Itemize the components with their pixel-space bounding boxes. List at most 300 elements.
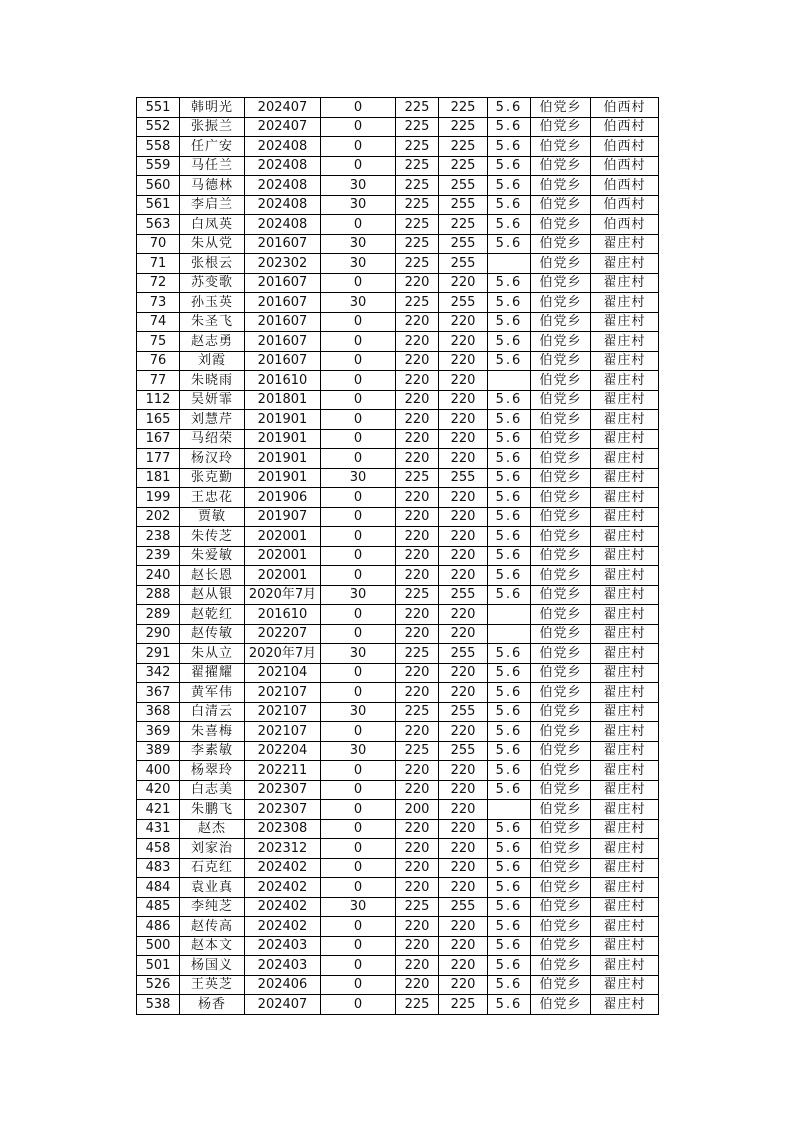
total-amount-cell: 220 [439,800,488,820]
start-month-cell: 202407 [245,117,321,137]
supplement-amount-cell: 30 [321,293,396,313]
village-cell: 翟庄村 [591,878,659,898]
village-cell: 翟庄村 [591,624,659,644]
table-row [137,234,659,254]
township-cell: 伯党乡 [531,624,591,644]
supplement-amount-cell: 0 [321,819,396,839]
subsidy-roster-table [136,97,659,1015]
rate-cell: 5.6 [488,702,531,722]
township-cell: 伯党乡 [531,917,591,937]
base-amount-cell: 225 [396,215,439,235]
rate-cell: 5.6 [488,273,531,293]
table-row [137,390,659,410]
start-month-cell: 202408 [245,215,321,235]
rate-cell: 5.6 [488,936,531,956]
total-amount-cell: 255 [439,741,488,761]
rate-cell: 5.6 [488,975,531,995]
village-cell: 翟庄村 [591,917,659,937]
record-id-cell: 74 [137,312,180,332]
record-id-cell: 485 [137,897,180,917]
table-row [137,858,659,878]
table-row [137,156,659,176]
record-id-cell: 486 [137,917,180,937]
township-cell: 伯党乡 [531,410,591,430]
start-month-cell: 202403 [245,956,321,976]
supplement-amount-cell: 0 [321,546,396,566]
township-cell: 伯党乡 [531,390,591,410]
rate-cell: 5.6 [488,351,531,371]
person-name-cell: 赵长恩 [180,566,245,586]
total-amount-cell: 220 [439,878,488,898]
village-cell: 翟庄村 [591,897,659,917]
base-amount-cell: 220 [396,449,439,469]
record-id-cell: 559 [137,156,180,176]
record-id-cell: 500 [137,936,180,956]
rate-cell: 5.6 [488,312,531,332]
person-name-cell: 袁业真 [180,878,245,898]
rate-cell [488,624,531,644]
base-amount-cell: 220 [396,566,439,586]
supplement-amount-cell: 0 [321,507,396,527]
supplement-amount-cell: 30 [321,468,396,488]
township-cell: 伯党乡 [531,332,591,352]
person-name-cell: 赵传敏 [180,624,245,644]
record-id-cell: 551 [137,98,180,118]
base-amount-cell: 225 [396,137,439,157]
person-name-cell: 赵传高 [180,917,245,937]
table-row [137,468,659,488]
rate-cell: 5.6 [488,429,531,449]
supplement-amount-cell: 30 [321,585,396,605]
record-id-cell: 288 [137,585,180,605]
start-month-cell: 201607 [245,293,321,313]
township-cell: 伯党乡 [531,507,591,527]
supplement-amount-cell: 0 [321,98,396,118]
supplement-amount-cell: 30 [321,702,396,722]
table-row [137,546,659,566]
village-cell: 翟庄村 [591,858,659,878]
record-id-cell: 199 [137,488,180,508]
rate-cell: 5.6 [488,156,531,176]
record-id-cell: 561 [137,195,180,215]
village-cell: 伯西村 [591,195,659,215]
record-id-cell: 368 [137,702,180,722]
person-name-cell: 白凤英 [180,215,245,235]
rate-cell: 5.6 [488,819,531,839]
person-name-cell: 孙玉英 [180,293,245,313]
total-amount-cell: 220 [439,722,488,742]
record-id-cell: 77 [137,371,180,391]
township-cell: 伯党乡 [531,371,591,391]
start-month-cell: 201901 [245,449,321,469]
township-cell: 伯党乡 [531,722,591,742]
person-name-cell: 李启兰 [180,195,245,215]
rate-cell: 5.6 [488,741,531,761]
person-name-cell: 杨汉玲 [180,449,245,469]
supplement-amount-cell: 0 [321,488,396,508]
base-amount-cell: 225 [396,293,439,313]
start-month-cell: 202407 [245,995,321,1015]
start-month-cell: 201610 [245,371,321,391]
rate-cell [488,371,531,391]
table-row [137,410,659,430]
base-amount-cell: 220 [396,312,439,332]
rate-cell: 5.6 [488,137,531,157]
record-id-cell: 291 [137,644,180,664]
total-amount-cell: 220 [439,858,488,878]
village-cell: 翟庄村 [591,390,659,410]
supplement-amount-cell: 0 [321,390,396,410]
record-id-cell: 421 [137,800,180,820]
supplement-amount-cell: 30 [321,254,396,274]
table-row [137,897,659,917]
start-month-cell: 2020年7月 [245,585,321,605]
base-amount-cell: 220 [396,663,439,683]
start-month-cell: 201906 [245,488,321,508]
township-cell: 伯党乡 [531,234,591,254]
supplement-amount-cell: 30 [321,195,396,215]
start-month-cell: 202211 [245,761,321,781]
base-amount-cell: 220 [396,761,439,781]
village-cell: 翟庄村 [591,449,659,469]
person-name-cell: 白清云 [180,702,245,722]
village-cell: 翟庄村 [591,956,659,976]
supplement-amount-cell: 0 [321,995,396,1015]
supplement-amount-cell: 0 [321,800,396,820]
start-month-cell: 202407 [245,98,321,118]
start-month-cell: 201607 [245,351,321,371]
base-amount-cell: 225 [396,254,439,274]
village-cell: 翟庄村 [591,429,659,449]
start-month-cell: 201607 [245,234,321,254]
person-name-cell: 赵乾红 [180,605,245,625]
table-row [137,605,659,625]
supplement-amount-cell: 0 [321,137,396,157]
total-amount-cell: 220 [439,936,488,956]
base-amount-cell: 220 [396,390,439,410]
rate-cell: 5.6 [488,468,531,488]
supplement-amount-cell: 0 [321,273,396,293]
record-id-cell: 70 [137,234,180,254]
supplement-amount-cell: 0 [321,156,396,176]
start-month-cell: 202307 [245,780,321,800]
person-name-cell: 杨香 [180,995,245,1015]
person-name-cell: 翟擢耀 [180,663,245,683]
village-cell: 翟庄村 [591,566,659,586]
person-name-cell: 王英芝 [180,975,245,995]
person-name-cell: 朱鹏飞 [180,800,245,820]
record-id-cell: 369 [137,722,180,742]
total-amount-cell: 255 [439,254,488,274]
total-amount-cell: 220 [439,975,488,995]
table-row [137,995,659,1015]
total-amount-cell: 220 [439,839,488,859]
village-cell: 翟庄村 [591,741,659,761]
rate-cell: 5.6 [488,215,531,235]
record-id-cell: 239 [137,546,180,566]
table-row [137,351,659,371]
rate-cell: 5.6 [488,449,531,469]
record-id-cell: 73 [137,293,180,313]
rate-cell: 5.6 [488,195,531,215]
person-name-cell: 赵本文 [180,936,245,956]
record-id-cell: 563 [137,215,180,235]
start-month-cell: 202408 [245,176,321,196]
township-cell: 伯党乡 [531,897,591,917]
person-name-cell: 朱从立 [180,644,245,664]
table-row [137,761,659,781]
total-amount-cell: 255 [439,234,488,254]
total-amount-cell: 255 [439,897,488,917]
table-row [137,507,659,527]
record-id-cell: 290 [137,624,180,644]
rate-cell: 5.6 [488,878,531,898]
record-id-cell: 238 [137,527,180,547]
start-month-cell: 201901 [245,410,321,430]
total-amount-cell: 220 [439,605,488,625]
village-cell: 翟庄村 [591,644,659,664]
rate-cell: 5.6 [488,410,531,430]
start-month-cell: 202001 [245,546,321,566]
supplement-amount-cell: 0 [321,722,396,742]
village-cell: 翟庄村 [591,975,659,995]
supplement-amount-cell: 0 [321,371,396,391]
village-cell: 翟庄村 [591,507,659,527]
rate-cell: 5.6 [488,897,531,917]
person-name-cell: 吴妍霏 [180,390,245,410]
start-month-cell: 202408 [245,195,321,215]
person-name-cell: 赵杰 [180,819,245,839]
start-month-cell: 202402 [245,878,321,898]
base-amount-cell: 220 [396,507,439,527]
total-amount-cell: 220 [439,546,488,566]
base-amount-cell: 220 [396,371,439,391]
township-cell: 伯党乡 [531,527,591,547]
village-cell: 翟庄村 [591,585,659,605]
total-amount-cell: 220 [439,351,488,371]
total-amount-cell: 255 [439,585,488,605]
record-id-cell: 484 [137,878,180,898]
record-id-cell: 420 [137,780,180,800]
base-amount-cell: 220 [396,332,439,352]
village-cell: 翟庄村 [591,839,659,859]
rate-cell: 5.6 [488,839,531,859]
base-amount-cell: 220 [396,917,439,937]
record-id-cell: 538 [137,995,180,1015]
rate-cell [488,800,531,820]
table-row [137,956,659,976]
total-amount-cell: 220 [439,410,488,430]
person-name-cell: 李纯芝 [180,897,245,917]
total-amount-cell: 220 [439,527,488,547]
village-cell: 翟庄村 [591,332,659,352]
table-row [137,878,659,898]
rate-cell: 5.6 [488,488,531,508]
base-amount-cell: 225 [396,585,439,605]
supplement-amount-cell: 0 [321,956,396,976]
township-cell: 伯党乡 [531,293,591,313]
person-name-cell: 朱从党 [180,234,245,254]
start-month-cell: 201607 [245,273,321,293]
village-cell: 翟庄村 [591,273,659,293]
total-amount-cell: 255 [439,468,488,488]
total-amount-cell: 220 [439,917,488,937]
record-id-cell: 483 [137,858,180,878]
base-amount-cell: 220 [396,527,439,547]
township-cell: 伯党乡 [531,546,591,566]
supplement-amount-cell: 0 [321,429,396,449]
base-amount-cell: 220 [396,956,439,976]
start-month-cell: 202408 [245,137,321,157]
base-amount-cell: 220 [396,429,439,449]
start-month-cell: 202207 [245,624,321,644]
township-cell: 伯党乡 [531,800,591,820]
table-row [137,195,659,215]
base-amount-cell: 220 [396,488,439,508]
base-amount-cell: 225 [396,702,439,722]
supplement-amount-cell: 0 [321,449,396,469]
record-id-cell: 367 [137,683,180,703]
supplement-amount-cell: 0 [321,780,396,800]
start-month-cell: 2020年7月 [245,644,321,664]
table-row [137,254,659,274]
village-cell: 翟庄村 [591,936,659,956]
village-cell: 翟庄村 [591,702,659,722]
rate-cell: 5.6 [488,917,531,937]
record-id-cell: 72 [137,273,180,293]
village-cell: 翟庄村 [591,546,659,566]
village-cell: 翟庄村 [591,663,659,683]
rate-cell: 5.6 [488,546,531,566]
start-month-cell: 202107 [245,702,321,722]
base-amount-cell: 220 [396,624,439,644]
township-cell: 伯党乡 [531,429,591,449]
person-name-cell: 黄军伟 [180,683,245,703]
rate-cell: 5.6 [488,117,531,137]
township-cell: 伯党乡 [531,585,591,605]
township-cell: 伯党乡 [531,663,591,683]
person-name-cell: 苏变歌 [180,273,245,293]
supplement-amount-cell: 30 [321,176,396,196]
person-name-cell: 马绍荣 [180,429,245,449]
start-month-cell: 202302 [245,254,321,274]
rate-cell: 5.6 [488,176,531,196]
start-month-cell: 202307 [245,800,321,820]
person-name-cell: 张根云 [180,254,245,274]
township-cell: 伯党乡 [531,176,591,196]
total-amount-cell: 220 [439,332,488,352]
record-id-cell: 177 [137,449,180,469]
base-amount-cell: 220 [396,605,439,625]
rate-cell [488,254,531,274]
start-month-cell: 202406 [245,975,321,995]
table-row [137,566,659,586]
base-amount-cell: 220 [396,936,439,956]
township-cell: 伯党乡 [531,605,591,625]
township-cell: 伯党乡 [531,351,591,371]
start-month-cell: 202403 [245,936,321,956]
total-amount-cell: 225 [439,117,488,137]
rate-cell: 5.6 [488,98,531,118]
start-month-cell: 201901 [245,468,321,488]
supplement-amount-cell: 30 [321,741,396,761]
person-name-cell: 刘家治 [180,839,245,859]
village-cell: 伯西村 [591,98,659,118]
village-cell: 翟庄村 [591,722,659,742]
table-row [137,176,659,196]
record-id-cell: 167 [137,429,180,449]
supplement-amount-cell: 0 [321,858,396,878]
township-cell: 伯党乡 [531,449,591,469]
supplement-amount-cell: 0 [321,332,396,352]
total-amount-cell: 220 [439,429,488,449]
person-name-cell: 朱喜梅 [180,722,245,742]
supplement-amount-cell: 0 [321,117,396,137]
person-name-cell: 赵志勇 [180,332,245,352]
supplement-amount-cell: 0 [321,663,396,683]
rate-cell: 5.6 [488,995,531,1015]
table-row [137,371,659,391]
start-month-cell: 202402 [245,917,321,937]
supplement-amount-cell: 0 [321,605,396,625]
village-cell: 翟庄村 [591,410,659,430]
village-cell: 伯西村 [591,137,659,157]
total-amount-cell: 255 [439,195,488,215]
person-name-cell: 朱爱敏 [180,546,245,566]
township-cell: 伯党乡 [531,956,591,976]
person-name-cell: 朱晓雨 [180,371,245,391]
start-month-cell: 202408 [245,156,321,176]
record-id-cell: 560 [137,176,180,196]
record-id-cell: 458 [137,839,180,859]
supplement-amount-cell: 0 [321,527,396,547]
start-month-cell: 202204 [245,741,321,761]
start-month-cell: 202001 [245,527,321,547]
table-row [137,98,659,118]
village-cell: 伯西村 [591,176,659,196]
total-amount-cell: 220 [439,371,488,391]
supplement-amount-cell: 0 [321,917,396,937]
table-row [137,117,659,137]
table-row [137,722,659,742]
start-month-cell: 201801 [245,390,321,410]
table-row [137,975,659,995]
total-amount-cell: 220 [439,566,488,586]
total-amount-cell: 225 [439,215,488,235]
township-cell: 伯党乡 [531,761,591,781]
person-name-cell: 韩明光 [180,98,245,118]
township-cell: 伯党乡 [531,975,591,995]
village-cell: 伯西村 [591,117,659,137]
person-name-cell: 石克红 [180,858,245,878]
rate-cell: 5.6 [488,332,531,352]
rate-cell [488,605,531,625]
start-month-cell: 202001 [245,566,321,586]
table-row [137,332,659,352]
person-name-cell: 朱圣飞 [180,312,245,332]
township-cell: 伯党乡 [531,117,591,137]
village-cell: 翟庄村 [591,488,659,508]
village-cell: 翟庄村 [591,312,659,332]
table-row [137,683,659,703]
person-name-cell: 李素敏 [180,741,245,761]
rate-cell: 5.6 [488,293,531,313]
village-cell: 翟庄村 [591,995,659,1015]
total-amount-cell: 220 [439,780,488,800]
rate-cell: 5.6 [488,566,531,586]
total-amount-cell: 220 [439,312,488,332]
start-month-cell: 202107 [245,722,321,742]
